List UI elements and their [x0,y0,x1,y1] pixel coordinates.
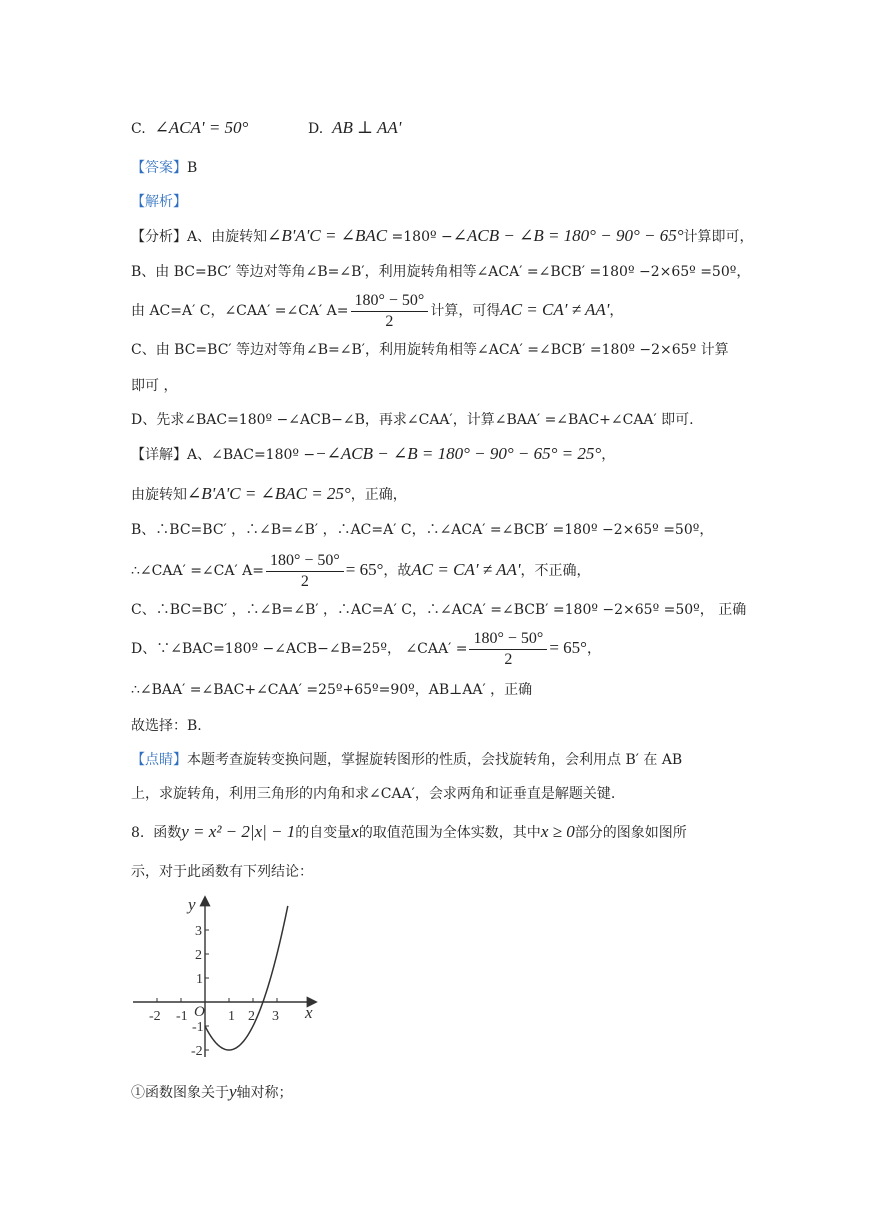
x-tick-label: 2 [248,1009,255,1024]
y-tick-label: 1 [196,972,203,987]
fraction: $\frac{180^\circ - 50^\circ}{2}$ [351,291,429,332]
x-tick-label: -1 [176,1009,188,1024]
analysis-line-d: D、先求∠BAC=180º −∠ACB−∠B，再求∠CAA′，计算∠BAA′ =∠BAC+∠CAA′ 即可. [131,412,694,428]
function-graph [130,892,330,1072]
detail-line-a2: 由旋转知∠B'A'C = ∠BAC = 25°，正确， [131,484,407,503]
detail-line-d1: D、∵∠BAC=180º −∠ACB−∠B=25º， ∠CAA′ = $\frac{180^\circ - 50^\circ}{2}$ = 65°， [131,629,601,668]
x-tick-label: 1 [228,1009,235,1024]
detail-choose: 故选择：B. [131,718,202,734]
analysis-line-b2: 由 AC=A′ C，∠CAA′ =∠CA′ A= $\frac{180^\circ - 50^\circ}{2}$ 计算，可得AC = CA′ ≠ AA'， [131,291,624,330]
question-8-line-2: 示，对于此函数有下列结论： [131,864,313,880]
y-tick-label: -2 [191,1044,203,1059]
y-tick-label: -1 [192,1020,204,1035]
x-axis-label: x [305,1003,313,1022]
question-8-line-1: 8. 函数y = x² − 2|x| − 1的自变量x的取值范围为全体实数，其中x ≥ 0部分的图象如图所 [131,822,687,841]
option-d: D. AB ⊥ AA' [308,118,402,137]
analysis-line-b1: B、由 BC=BC′ 等边对等角∠B=∠B′，利用旋转角相等∠ACA′ =∠BCB′ =180º −2×65º =50º， [131,264,751,280]
detail-line-b2: ∴∠CAA′ =∠CA′ A= $\frac{180^\circ - 50^\circ}{2}$ = 65°，故AC = CA′ ≠ AA'，不正确， [131,551,591,590]
option-c: C. ∠ACA' = 50° [131,118,249,137]
analysis-line-c2: 即可 ， [131,378,178,394]
comment-line-1: 【点睛】本题考查旋转变换问题，掌握旋转图形的性质，会找旋转角，会利用点 B′ 在 AB [131,752,683,768]
answer-line: 【答案】B [131,160,198,176]
x-tick-label: 3 [272,1009,279,1024]
y-tick-label: 2 [195,948,202,963]
x-tick-label: -2 [149,1009,161,1024]
analysis-line-a: 【分析】A、由旋转知∠B'A'C = ∠BAC =180º −∠ACB − ∠B = 180° − 90° − 65°计算即可， [131,226,754,245]
analysis-heading: 【解析】 [131,194,187,210]
statement-1: ①函数图象关于y轴对称； [131,1082,293,1101]
comment-line-2: 上，求旋转角，利用三角形的内角和求∠CAA′，会求两角和证垂直是解题关键. [131,786,616,802]
fraction: $\frac{180^\circ - 50^\circ}{2}$ [469,629,547,670]
detail-line-b1: B、∴BC=BC′ ，∴∠B=∠B′ ，∴AC=A′ C，∴∠ACA′ =∠BCB′ =180º −2×65º =50º， [131,522,714,538]
detail-line-c1: C、∴BC=BC′ ，∴∠B=∠B′ ，∴AC=A′ C，∴∠ACA′ =∠BCB′ =180º −2×65º =50º， 正确 [131,602,747,618]
origin-label: O [194,1004,205,1020]
detail-line-d2: ∴∠BAA′ =∠BAC+∠CAA′ =25º+65º=90º，AB⊥AA′ ，正确 [131,682,533,698]
detail-line-a1: 【详解】A、∠BAC=180º −−∠ACB − ∠B = 180° − 90° − 65° = 25°， [131,444,616,463]
y-axis-label: y [188,895,196,914]
function-curve [205,906,288,1050]
analysis-line-c1: C、由 BC=BC′ 等边对等角∠B=∠B′，利用旋转角相等∠ACA′ =∠BCB′ =180º −2×65º 计算 [131,342,729,358]
y-tick-label: 3 [195,924,202,939]
fraction: $\frac{180^\circ - 50^\circ}{2}$ [266,551,344,592]
